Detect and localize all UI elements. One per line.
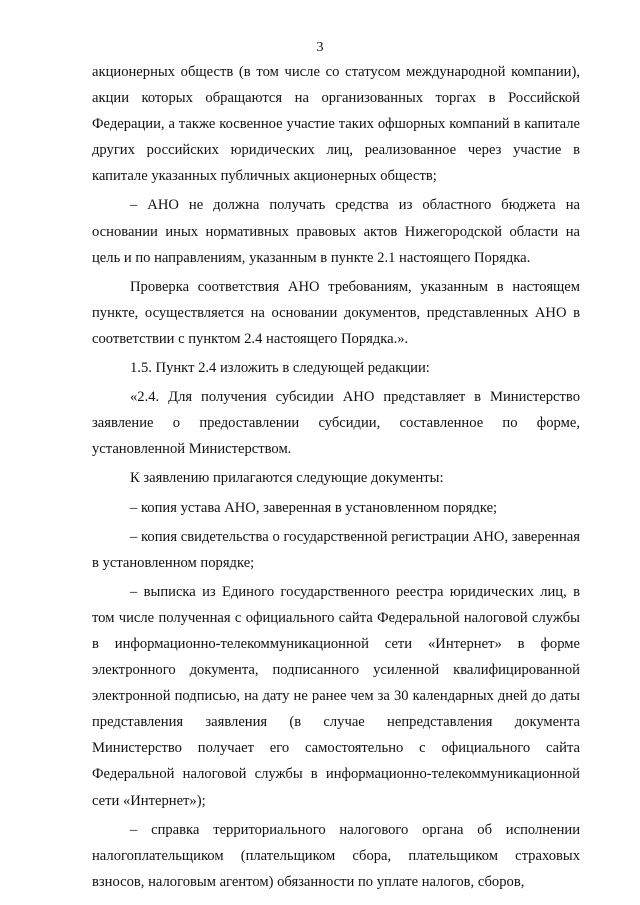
paragraph-clause-1-5: 1.5. Пункт 2.4 изложить в следующей редакции: bbox=[130, 360, 430, 377]
list-item-charter-copy: – копия устава АНО, заверенная в установленном порядке; bbox=[130, 499, 498, 516]
document-body bbox=[92, 59, 580, 895]
list-item-registration-certificate-copy: – копия свидетельства о государственной регистрации АНО, заверенная в установленном порядке; bbox=[92, 528, 580, 571]
page-number: 3 bbox=[316, 40, 324, 55]
paragraph-attached-documents-intro: К заявлению прилагаются следующие документы: bbox=[130, 470, 444, 487]
list-item-tax-authority-certificate: – справка территориального налогового органа об исполнении налогоплательщиком (плательщиком сбора, плательщиком страховых взносов, налоговым агентом) обязанности по уплате налогов, сборов, bbox=[92, 821, 580, 890]
paragraph-offshore-participation: акционерных обществ (в том числе со статусом международной компании), акции которых обращаются на организованных торгах в Российской Федерации, а также косвенное участие таких офшорных компаний в капитале других российских юридических лиц, реализованное через участие в капитале указанных публичных акционерных обществ; bbox=[92, 64, 580, 185]
paragraph-no-regional-budget-funds: – АНО не должна получать средства из областного бюджета на основании иных нормативных правовых актов Нижегородской области на цель и по направлениям, указанным в пункте 2.1 настоящего Порядка. bbox=[92, 197, 580, 266]
paragraph-compliance-check: Проверка соответствия АНО требованиям, указанным в настоящем пункте, осуществляется на основании документов, представленных АНО в соответствии с пунктом 2.4 настоящего Порядка.». bbox=[92, 278, 580, 347]
paragraph-clause-2-4-application: «2.4. Для получения субсидии АНО представляет в Министерство заявление о предоставлении субсидии, составленное по форме, установленной Министерством. bbox=[92, 389, 580, 458]
list-item-state-register-extract: – выписка из Единого государственного реестра юридических лиц, в том числе полученная с официального сайта Федеральной налоговой службы в информационно-телекоммуникационной сети «Интернет» в форме электронного документа, подписанного усиленной квалифицированной электронной подписью, на дату не ранее чем за 30 календарных дней до даты представления заявления (в случае непредставления документа Министерство получает его самостоятельно с официального сайта Федеральной налоговой службы в информационно-телекоммуникационной сети «Интернет»); bbox=[92, 583, 580, 809]
